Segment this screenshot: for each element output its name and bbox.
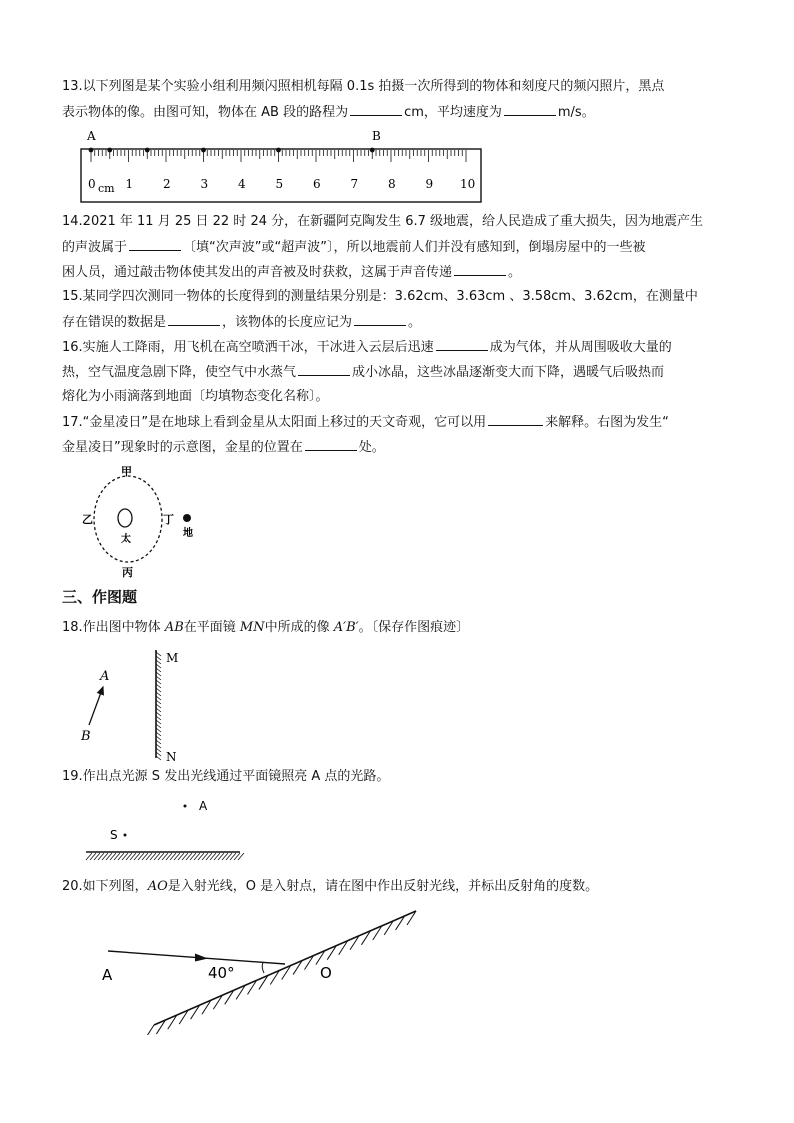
orbit-label-bottom: 丙	[122, 566, 133, 579]
hatch-stroke	[145, 1025, 154, 1035]
q17-text-part: 处。	[358, 440, 385, 455]
label-point-b: B	[372, 129, 381, 143]
venus-transit-figure	[82, 460, 212, 582]
reflection-figure	[96, 905, 426, 1035]
ruler-tick-label: 6	[313, 177, 321, 191]
mirror-label-n: N	[166, 750, 177, 764]
ruler-tick-label: 8	[388, 177, 396, 191]
q14-text-line3	[62, 263, 521, 282]
q16-text-part: 热，空气温度急剧下降，使空气中水蒸气	[62, 365, 297, 380]
orbit-label-top: 甲	[121, 465, 132, 478]
source-s-dot	[124, 834, 127, 837]
q15-blank-length[interactable]	[354, 313, 406, 326]
sun-label: 太	[121, 534, 131, 545]
ruler-tick-label: 7	[350, 177, 359, 191]
q17-blank-position[interactable]	[305, 438, 357, 451]
q14-text-part: 困人员，通过敲击物体使其发出的声音被及时获救，这属于声音传递	[62, 265, 453, 280]
q20-symbol-ao: AO	[147, 879, 168, 894]
ruler-figure	[76, 126, 486, 206]
q16-blank-process2[interactable]	[298, 363, 350, 376]
source-s-label: S	[110, 828, 118, 842]
sun-circle	[118, 509, 132, 527]
ground-mirror-hatch	[86, 853, 244, 860]
ruler-tick-label: 9	[425, 177, 434, 191]
ruler-tick-label: 3	[200, 177, 209, 191]
q15-text-part: ，该物体的长度应记为	[222, 315, 353, 330]
q15-text-part: 存在错误的数据是	[62, 315, 167, 330]
q16-text-line3: 熔化为小雨滴落到地面〔均填物态变化名称〕。	[62, 389, 329, 404]
object-label-b: B	[81, 729, 91, 744]
q16-text-part: 16.实施人工降雨，用飞机在高空喷洒干冰，干冰进入云层后迅速	[62, 340, 434, 355]
q19-text: 19.作出点光源 S 发出光线通过平面镜照亮 A 点的光路。	[62, 769, 390, 784]
q16-text-part: 成为气体，并从周围吸收大量的	[489, 340, 672, 355]
earth-dot	[183, 514, 191, 522]
q13-blank-speed[interactable]	[504, 103, 556, 116]
q16-text-line2	[62, 363, 664, 382]
object-label-a: A	[100, 669, 110, 684]
q13-text-part: cm，平均速度为	[404, 105, 502, 120]
point-a-label: A	[199, 799, 208, 813]
ruler-dot	[276, 148, 281, 153]
ruler-tick-label: 10	[460, 177, 476, 191]
q17-text-part: 17.“金星凌日”是在地球上看到金星从太阳面上移过的天文奇观，它可以用	[62, 415, 487, 430]
q18-text-part: 在平面镜	[183, 620, 240, 635]
ruler-dot	[145, 148, 150, 153]
label-point-a: A	[87, 129, 96, 143]
angle-label: 40°	[208, 964, 235, 982]
q14-blank-wave[interactable]	[129, 238, 181, 251]
mirror-label-m: M	[166, 651, 179, 665]
ruler-dot	[370, 148, 375, 153]
q18-symbol-mn: MN	[239, 620, 265, 635]
inclined-mirror-hatch	[145, 911, 416, 1035]
ray-label-a: A	[102, 966, 113, 984]
mirror-object-figure	[72, 640, 202, 765]
q20-text-part: 是入射光线，O 是入射点，请在图中作出反射光线，并标出反射角的度数。	[167, 879, 599, 894]
q20-text	[62, 878, 598, 896]
q16-blank-process1[interactable]	[436, 338, 488, 351]
q15-text-line1: 15.某同学四次测同一物体的长度得到的测量结果分别是：3.62cm、3.63cm 、3.58cm、3.62cm，在测量中	[62, 289, 698, 304]
ruler-dot	[89, 148, 94, 153]
ruler-ticks	[88, 150, 475, 191]
ruler-tick-label: 2	[163, 177, 171, 191]
section-title: 三、作图题	[62, 588, 138, 606]
q15-text-line2	[62, 313, 421, 332]
q14-text-part: 〔填“次声波”或“超声波”〕，所以地震前人们并没有感知到，倒塌房屋中的一些被	[183, 240, 646, 255]
q15-blank-error[interactable]	[168, 313, 220, 326]
q14-text-line1: 14.2021 年 11 月 25 日 22 时 24 分，在新疆阿克陶发生 6.7 级地震，给人民造成了重大损失，因为地震产生	[62, 214, 704, 229]
q13-text-part: m/s。	[557, 105, 595, 120]
q18-symbol-ab: AB	[164, 620, 184, 635]
ruler-dot	[201, 148, 206, 153]
q13-blank-distance[interactable]	[350, 103, 402, 116]
q17-text-line1	[62, 413, 669, 432]
ruler-tick-label: 4	[238, 177, 246, 191]
ruler-tick-label: 5	[275, 177, 284, 191]
earth-label: 地	[183, 528, 193, 539]
q16-text-line1	[62, 338, 672, 357]
q18-text	[62, 619, 469, 637]
q16-text-part: 成小冰晶，这些冰晶逐渐变大而下降，遇暖气后吸热而	[352, 365, 665, 380]
q14-blank-transfer[interactable]	[454, 263, 506, 276]
q13-text-line2	[62, 103, 595, 122]
ruler-tick-label: 0	[88, 177, 96, 191]
q17-blank-explain[interactable]	[488, 413, 543, 426]
q18-text-part: 。〔保存作图痕迹〕	[358, 620, 470, 635]
q18-text-part: 18.作出图中物体	[62, 620, 165, 635]
object-ab-arrow	[89, 687, 103, 725]
q18-text-part: 中所成的像	[264, 620, 334, 635]
q13-text-part: 表示物体的像。由图可知，物体在 AB 段的路程为	[62, 105, 349, 120]
point-a-dot	[184, 805, 187, 808]
q17-text-part: 来解释。右图为发生“	[545, 415, 669, 430]
inclined-mirror	[154, 911, 416, 1025]
q18-symbol-image: A′B′	[333, 620, 359, 635]
q17-text-line2	[62, 438, 385, 457]
q14-text-part: 的声波属于	[62, 240, 128, 255]
ruler-tick-label: 1	[125, 177, 134, 191]
point-source-figure	[80, 794, 250, 864]
q20-text-part: 20.如下列图，	[62, 879, 148, 894]
q15-text-part: 。	[408, 315, 422, 330]
q17-text-part: 金星凌日”现象时的示意图，金星的位置在	[62, 440, 303, 455]
ruler-dot	[107, 148, 112, 153]
ruler-unit: cm	[98, 182, 115, 195]
venus-orbit	[94, 476, 162, 562]
incidence-point-o: O	[320, 964, 332, 982]
orbit-label-left: 乙	[82, 513, 93, 526]
ruler-body	[81, 149, 481, 202]
angle-arc	[262, 963, 264, 974]
q14-text-part: 。	[508, 265, 522, 280]
orbit-label-right: 丁	[163, 513, 174, 526]
q14-text-line2	[62, 238, 645, 257]
q13-text-line1: 13.以下列图是某个实验小组利用频闪照相机每隔 0.1s 拍摄一次所得到的物体和刻度尺的频闪照片，黑点	[62, 79, 665, 94]
